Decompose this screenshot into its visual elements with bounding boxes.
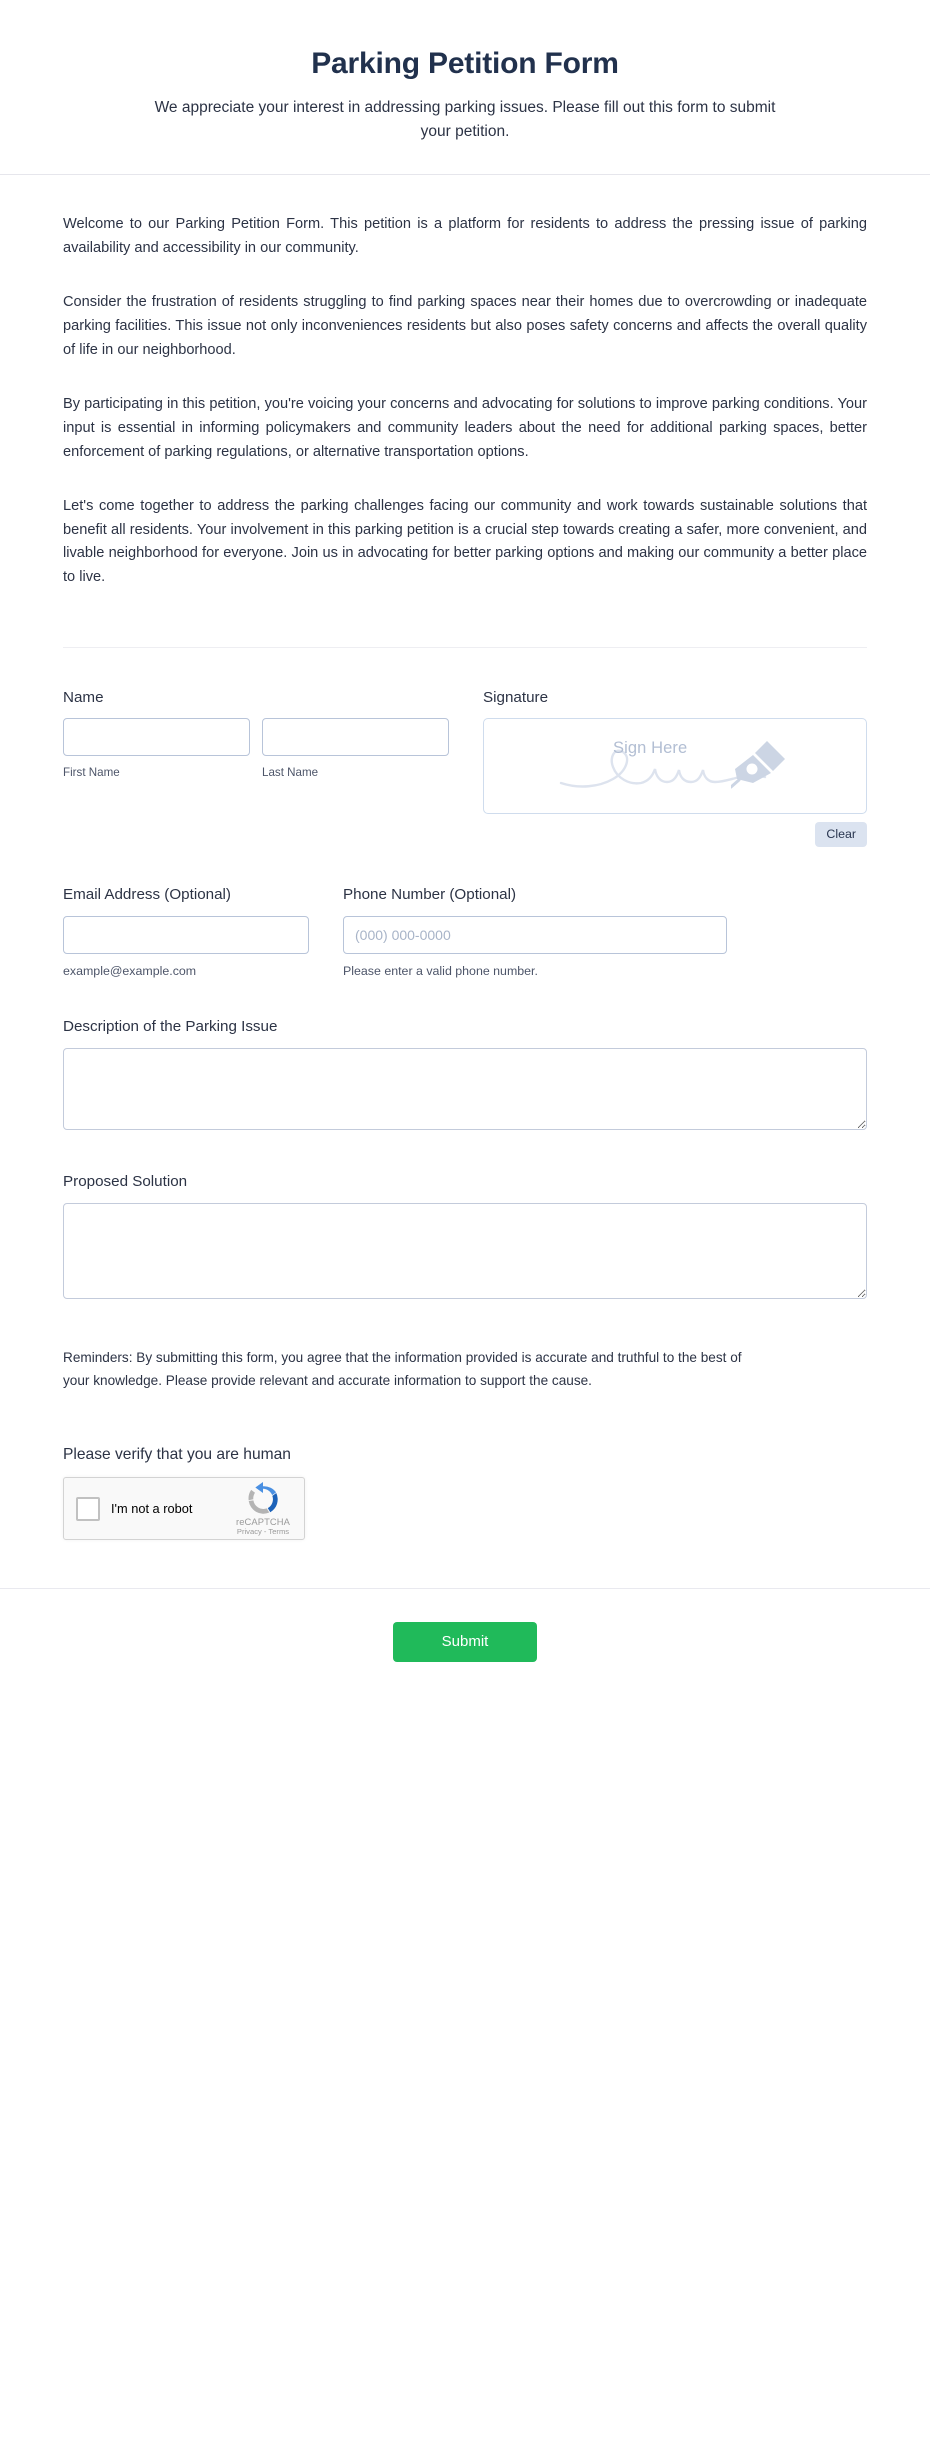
intro-text-block — [63, 175, 867, 590]
last-name-input[interactable] — [262, 718, 449, 756]
first-name-input[interactable] — [63, 718, 250, 756]
captcha-block — [63, 1446, 867, 1540]
reminders-text: Reminders: By submitting this form, you agree that the information provided is accurate and truthful to the best of your knowledge. Please provide relevant and accurate information to support the cause. — [63, 1349, 742, 1388]
pen-nib-icon — [731, 739, 791, 795]
signature-placeholder-group — [484, 735, 866, 797]
recaptcha-checkbox[interactable] — [76, 1497, 100, 1521]
phone-field-group — [343, 885, 727, 979]
submit-button[interactable]: Submit — [393, 1622, 537, 1662]
intro-paragraph: By participating in this petition, you're voicing your concerns and advocating for solutions to improve parking conditions. Your input is essential in informing policymakers and community leaders about the need for additional parking spaces, better enforcement of parking regulations, or alternative transportation options. — [63, 396, 867, 460]
form-footer — [0, 1589, 930, 1702]
recaptcha-widget[interactable] — [63, 1477, 305, 1540]
signature-placeholder-text: Sign Here — [613, 739, 688, 758]
captcha-title: Please verify that you are human — [63, 1446, 291, 1464]
recaptcha-privacy-terms[interactable]: Privacy - Terms — [236, 1526, 290, 1536]
intro-paragraph: Consider the frustration of residents struggling to find parking spaces near their homes due to overcrowding or inadequate parking facilities. This issue not only inconveniences residents but also poses safety concerns and affects the overall quality of life in our neighborhood. — [63, 294, 867, 358]
intro-paragraph: Let's come together to address the parking challenges facing our community and work towards sustainable solutions that benefit all residents. Your involvement in this parking petition is a crucial step towards creating a safer, more convenient, and livable neighborhood for everyone. Join us in advocating for better parking options and making our community a better place to live. — [63, 498, 867, 586]
page-subtitle: We appreciate your interest in addressing parking issues. Please fill out this form to submit your petition. — [154, 99, 776, 141]
solution-textarea[interactable] — [63, 1203, 867, 1299]
phone-label: Phone Number (Optional) — [343, 886, 517, 904]
signature-pad[interactable] — [483, 718, 867, 814]
recaptcha-checkbox-label: I'm not a robot — [111, 1501, 193, 1517]
recaptcha-branding — [232, 1482, 294, 1537]
signature-label: Signature — [483, 688, 549, 706]
signature-actions — [483, 822, 867, 847]
signature-art — [557, 735, 793, 797]
description-field-group — [63, 1017, 867, 1130]
first-name-sublabel: First Name — [63, 766, 120, 780]
email-sublabel: example@example.com — [63, 964, 197, 979]
solution-label: Proposed Solution — [63, 1172, 188, 1190]
last-name-sublabel: Last Name — [262, 766, 319, 780]
solution-field-group — [63, 1172, 867, 1299]
form-body — [0, 175, 930, 1540]
form-header — [0, 0, 930, 175]
intro-paragraph: Welcome to our Parking Petition Form. This petition is a platform for residents to address the pressing issue of parking availability and accessibility in our community. — [63, 216, 867, 256]
email-phone-row — [63, 885, 867, 979]
phone-sublabel: Please enter a valid phone number. — [343, 964, 538, 979]
email-input[interactable] — [63, 916, 309, 954]
name-signature-row — [63, 688, 867, 848]
page-title: Parking Petition Form — [311, 47, 619, 80]
description-label: Description of the Parking Issue — [63, 1018, 278, 1036]
description-textarea[interactable] — [63, 1048, 867, 1130]
phone-input[interactable] — [343, 916, 727, 954]
section-divider — [63, 647, 867, 648]
name-field-group — [63, 688, 449, 848]
signature-field-group — [483, 688, 867, 848]
recaptcha-logo-icon — [246, 1482, 280, 1516]
recaptcha-brand-name: reCAPTCHA — [235, 1515, 291, 1527]
name-inputs — [63, 718, 449, 780]
clear-signature-button[interactable]: Clear — [815, 822, 867, 847]
email-field-group — [63, 885, 309, 979]
email-label: Email Address (Optional) — [63, 886, 231, 904]
name-label: Name — [63, 688, 104, 706]
